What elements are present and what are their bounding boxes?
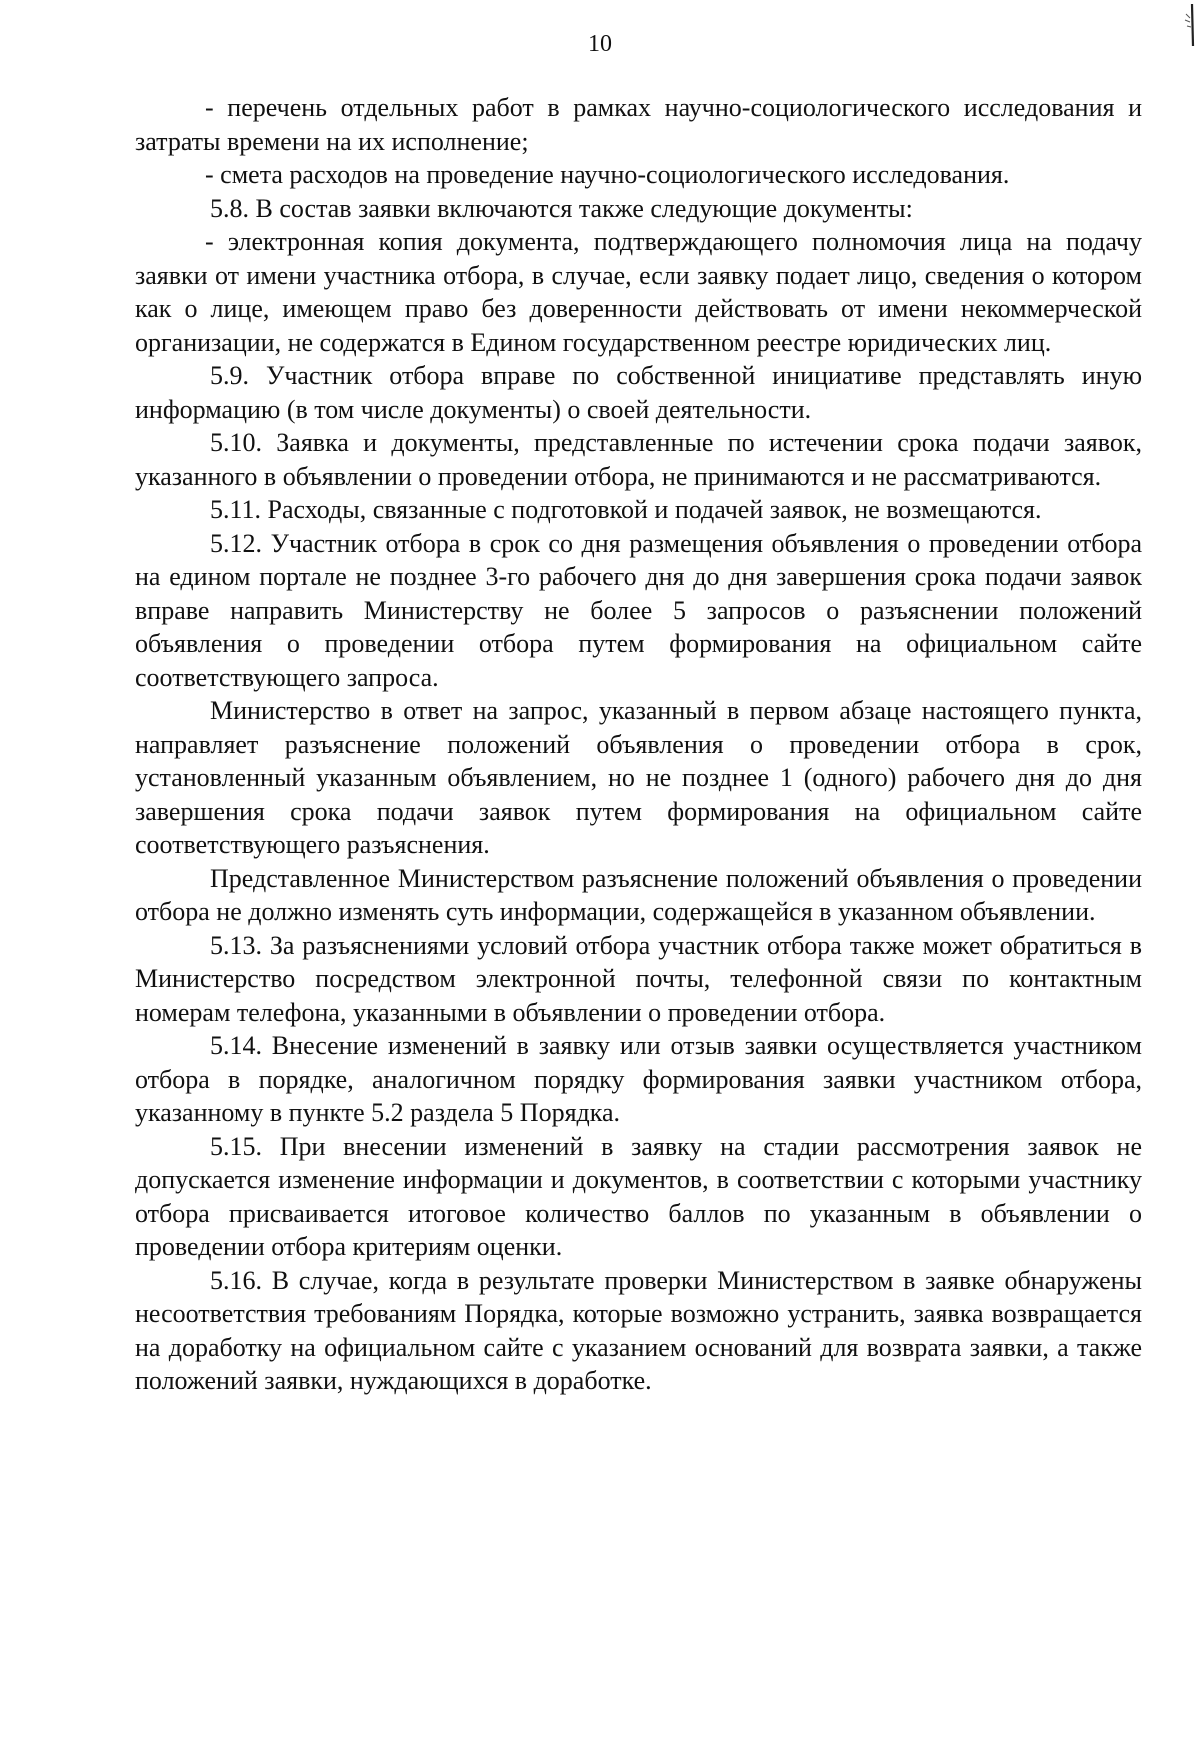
clause-5-8: 5.8. В состав заявки включаются также следующие документы:: [210, 193, 913, 223]
clause-5-12: 5.12. Участник отбора в срок со дня размещения объявления о проведении отбора на едином портале не позднее 3-го рабочего дня до дня завершения срока подачи заявок вправе направить Министерству не более 5 запросов о разъяснении положений объявления о проведении отбора путем формирования на официальном сайте соответствующего запроса.: [135, 528, 1142, 692]
clause-5-9: 5.9. Участник отбора вправе по собственной инициативе представлять иную информацию (в том числе документы) о своей деятельности.: [135, 361, 1142, 424]
clause-5-13: 5.13. За разъяснениями условий отбора участник отбора также может обратиться в Министерство посредством электронной почты, телефонной связи по контактным номерам телефона, указанными в объявлении о проведении отбора.: [135, 930, 1142, 1027]
clause-5-14: 5.14. Внесение изменений в заявку или отзыв заявки осуществляется участником отбора в порядке, аналогичном порядку формирования заявки участником отбора, указанному в пункте 5.2 раздела 5 Порядка.: [135, 1031, 1142, 1127]
list-item-work-list: - перечень отдельных работ в рамках научно-социологического исследования и затраты времени на их исполнение;: [135, 93, 1142, 156]
clause-5-15: 5.15. При внесении изменений в заявку на стадии рассмотрения заявок не допускается изменение информации и документов, в соответствии с которыми участнику отбора присваивается итоговое количество баллов по указанным в объявлении о проведении отбора критериям оценки.: [135, 1131, 1142, 1261]
clause-5-11: 5.11. Расходы, связанные с подготовкой и подачей заявок, не возмещаются.: [210, 495, 1042, 524]
clause-5-12-paragraph-3: Представленное Министерством разъяснение положений объявления о проведении отбора не должно изменять суть информации, содержащейся в указанном объявлении.: [135, 863, 1142, 926]
list-item-cost-estimate: - смета расходов на проведение научно-социологического исследования.: [205, 160, 1010, 189]
document-body: [135, 91, 1142, 1398]
list-item-electronic-copy: - электронная копия документа, подтверждающего полномочия лица на подачу заявки от имени участника отбора, в случае, если заявку подает лицо, сведения о котором как о лице, имеющем право без доверенности действовать от имени некоммерческой организации, не содержатся в Едином государственном реестре юридических лиц.: [135, 227, 1142, 357]
clause-5-10: 5.10. Заявка и документы, представленные по истечении срока подачи заявок, указанного в объявлении о проведении отбора, не принимаются и не рассматриваются.: [135, 428, 1142, 491]
clause-5-12-paragraph-2: Министерство в ответ на запрос, указанный в первом абзаце настоящего пункта, направляет разъяснение положений объявления о проведении отбора в срок, установленный указанным объявлением, но не позднее 1 (одного) рабочего дня до дня завершения срока подачи заявок путем формирования на официальном сайте соответствующего разъяснения.: [135, 696, 1142, 859]
clause-5-16: 5.16. В случае, когда в результате проверки Министерством в заявке обнаружены несоответствия требованиям Порядка, которые возможно устранить, заявка возвращается на доработку на официальном сайте с указанием оснований для возврата заявки, а также положений заявки, нуждающихся в доработке.: [135, 1265, 1142, 1395]
page-number: 10: [588, 31, 612, 57]
